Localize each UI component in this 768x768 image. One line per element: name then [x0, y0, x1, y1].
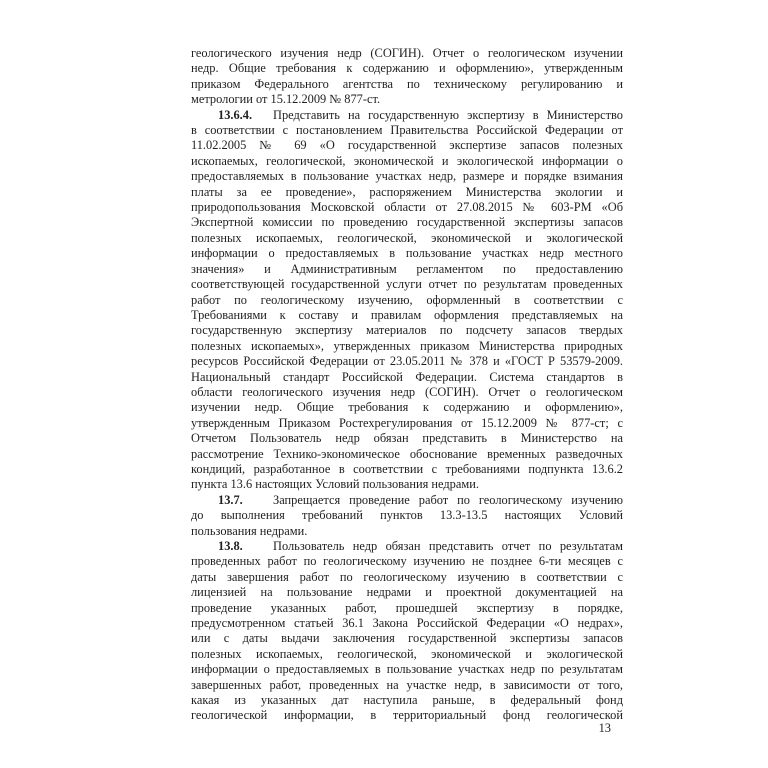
text-line: Отчетом Пользователь недр обязан представить в Министерство на [191, 431, 623, 446]
text-line: метрологии от 15.12.2009 № 877-ст. [191, 92, 381, 107]
text-line: предусмотренном статьей 36.1 Закона Российской Федерации «О недрах», [191, 616, 623, 631]
text-line: лицензией на пользование недрами и проектной документацией на [191, 585, 623, 600]
text-line: приказом Федерального агентства по техническому регулированию и [191, 76, 623, 91]
text-line: проведение указанных работ, прошедшей экспертизу в порядке, [191, 600, 623, 615]
text-line: полезных ископаемых, геологической, экономической и экологической [191, 646, 623, 661]
clause-number: 13.6.4. [218, 107, 253, 122]
text-line: проведенных работ по геологическому изучению не позднее 6-ти месяцев с [191, 554, 623, 569]
paragraph [191, 539, 623, 724]
text-line: геологического изучения недр (СОГИН). Отчет о геологическом изучении [191, 46, 623, 60]
page-number: 13 [598, 721, 611, 735]
clause-number: 13.7. [218, 492, 243, 507]
text-line: недр. Общие требования к содержанию и оформлению», утвержденным [191, 61, 623, 76]
text-line: предоставляемых в пользование участках недр, размере и порядке взимания [191, 169, 623, 184]
text-line: или с даты выдачи заключения государственной экспертизы запасов [191, 631, 623, 646]
text-line: пункта 13.6 настоящих Условий пользования недрами. [191, 477, 479, 492]
text-line: платы за ее проведение», распоряжением Министерства экологии и [191, 184, 623, 199]
text-line: 11.02.2005 № 69 «О государственной экспертизе запасов полезных [191, 138, 623, 153]
text-line: геологической информации, в территориальный фонд геологической [191, 708, 623, 723]
text-line: информации о предоставляемых в пользование участках недр по результатам [191, 662, 623, 677]
text-line: значения» и Административным регламентом по предоставлению [191, 261, 623, 276]
paragraph [191, 46, 623, 108]
text-line: области геологического изучения недр (СОГИН). Отчет о геологическом [191, 384, 623, 399]
text-line: 13.8. Пользователь недр обязан представить отчет по результатам [218, 539, 623, 553]
text-line: ископаемых, геологической, экономической и экологической информации о [191, 153, 623, 168]
text-line: 13.7. Запрещается проведение работ по геологическому изучению [218, 492, 623, 507]
text-line: Экспертной комиссии по проведению государственной экспертизы запасов [191, 215, 623, 230]
text-line: Национальный стандарт Российской Федерации. Система стандартов в [191, 369, 623, 384]
text-line: рассмотрение Технико-экономическое обоснование временных разведочных [191, 446, 623, 461]
text-line: завершенных работ, проведенных на участке недр, в зависимости от того, [191, 677, 623, 692]
document-text [191, 46, 623, 724]
paragraph [191, 493, 623, 539]
text-line: даты завершения работ по геологическому изучению в соответствии с [191, 569, 623, 584]
text-line: в соответствии с постановлением Правительства Российской Федерации от [191, 123, 623, 138]
text-line: пользования недрами. [191, 523, 308, 538]
text-line: государственную экспертизу материалов по подсчету запасов твердых [191, 323, 623, 338]
text-line: 13.6.4. Представить на государственную экспертизу в Министерство [218, 107, 623, 122]
clause-number: 13.8. [218, 539, 243, 553]
text-line: информации о предоставляемых в пользование участках недр местного [191, 246, 623, 261]
text-line: соответствующей государственной услуги отчет по результатам проведенных [191, 277, 623, 292]
text-line: полезных ископаемых», утвержденных приказом Министерства природных [191, 338, 623, 353]
text-line: ресурсов Российской Федерации от 23.05.2011 № 378 и «ГОСТ Р 53579-2009. [191, 354, 623, 369]
text-line: Требованиями к составу и правилам оформления представляемых на [191, 307, 623, 322]
paragraph [191, 108, 623, 493]
text-line: какая из указанных дат наступила раньше, в федеральный фонд [191, 693, 623, 708]
text-line: работ по геологическому изучению, оформленный в соответствии с [191, 292, 623, 307]
text-line: до выполнения требований пунктов 13.3-13.5 настоящих Условий [191, 508, 623, 523]
text-line: кондиций, разработанное в соответствии с требованиями подпункта 13.6.2 [191, 461, 623, 476]
text-line: полезных ископаемых, геологической, экономической и экологической [191, 230, 623, 245]
text-line: утвержденным Приказом Ростехрегулирования от 15.12.2009 № 877-ст; с [191, 415, 623, 430]
text-line: изучении недр. Общие требования к содержанию и оформлению», [191, 400, 623, 415]
text-line: природопользования Московской области от 27.08.2015 № 603-РМ «Об [191, 200, 623, 215]
